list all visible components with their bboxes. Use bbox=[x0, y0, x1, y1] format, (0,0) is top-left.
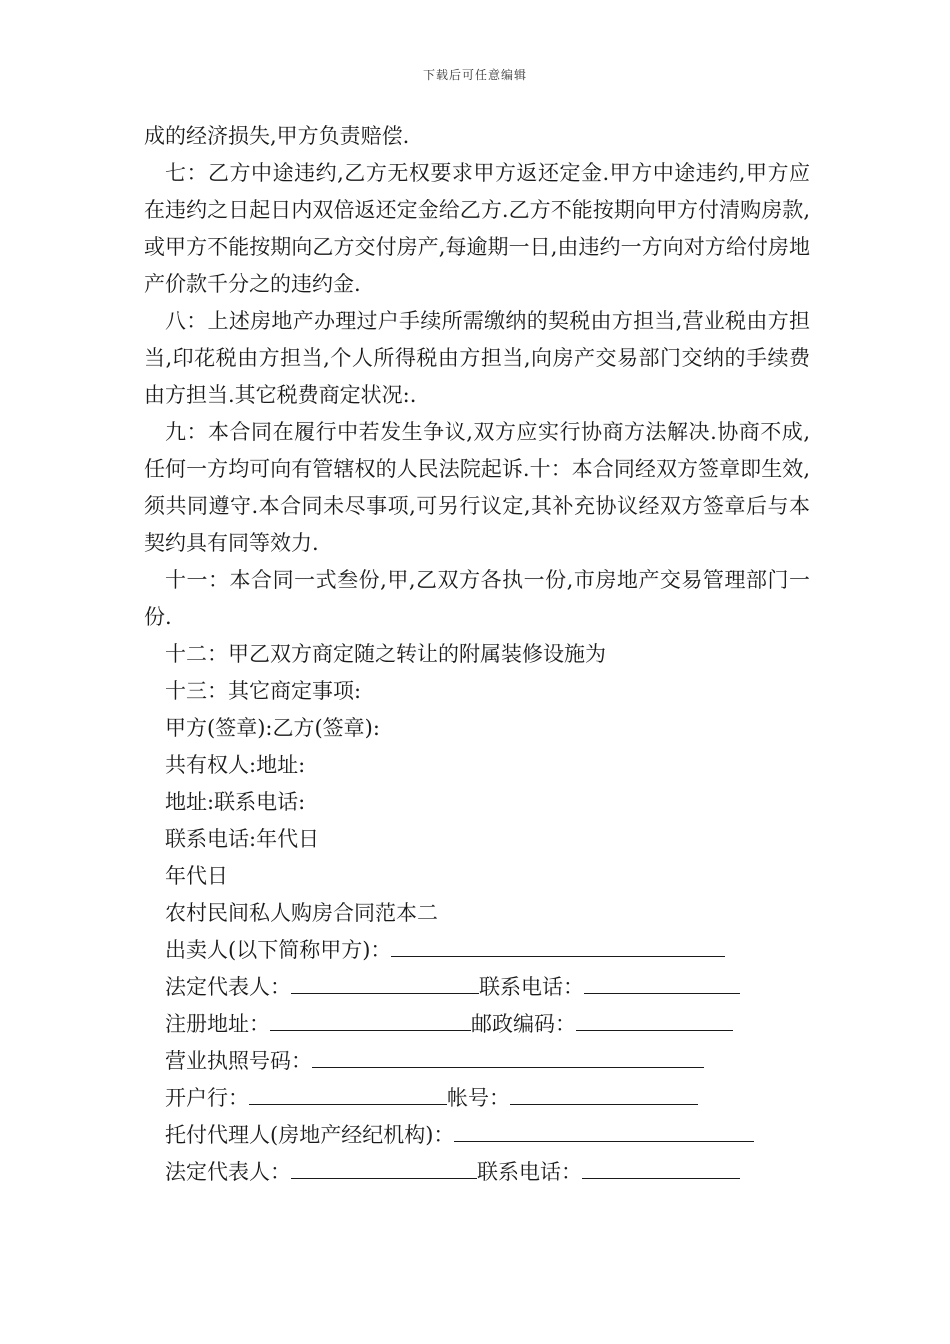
document-body bbox=[144, 118, 810, 1191]
line-clause-13: 十三：其它商定事项: bbox=[165, 679, 362, 703]
line-coowner: 共有权人:地址: bbox=[165, 753, 306, 777]
phone-2-label: 联系电话： bbox=[477, 1160, 582, 1184]
paragraph-clause-9: 九：本合同在履行中若发生争议,双方应实行协商方法解决.协商不成,任何一方均可向有管辖权的人民法院起诉.十：本合同经双方签章即生效,须共同遵守.本合同未尽事项,可另行议定,其补充协议经双方签章后与本契约具有同等效力. bbox=[144, 420, 810, 555]
seller-blank[interactable] bbox=[391, 934, 725, 957]
form-row-license bbox=[144, 1043, 810, 1080]
seller-label: 出卖人(以下简称甲方)： bbox=[165, 938, 392, 962]
reg-address-label: 注册地址： bbox=[165, 1012, 270, 1036]
postcode-label: 邮政编码： bbox=[471, 1012, 576, 1036]
line-signatures: 甲方(签章):乙方(签章): bbox=[165, 716, 380, 740]
license-label: 营业执照号码： bbox=[165, 1049, 312, 1073]
line-clause-12: 十二：甲乙双方商定随之转让的附属装修设施为 bbox=[165, 642, 606, 666]
bank-label: 开户行： bbox=[165, 1086, 249, 1110]
legal-rep-2-label: 法定代表人： bbox=[165, 1160, 291, 1184]
section-title-two: 农村民间私人购房合同范本二 bbox=[165, 901, 438, 925]
line-address: 地址:联系电话: bbox=[165, 790, 306, 814]
paragraph-continuation: 成的经济损失,甲方负责赔偿. bbox=[144, 124, 410, 148]
form-row-reg-address bbox=[144, 1006, 810, 1043]
legal-rep-blank[interactable] bbox=[291, 971, 479, 994]
license-blank[interactable] bbox=[312, 1045, 704, 1068]
page-header: 下载后可任意编辑 bbox=[422, 68, 527, 82]
bank-blank[interactable] bbox=[249, 1082, 447, 1105]
paragraph-clause-8: 八：上述房地产办理过户手续所需缴纳的契税由方担当,营业税由方担当,印花税由方担当,个人所得税由方担当,向房产交易部门交纳的手续费由方担当.其它税费商定状况:. bbox=[144, 309, 810, 407]
paragraph-clause-11: 十一：本合同一式叁份,甲,乙双方各执一份,市房地产交易管理部门一份. bbox=[144, 568, 810, 629]
reg-address-blank[interactable] bbox=[270, 1008, 471, 1031]
line-date: 年代日 bbox=[165, 864, 228, 888]
postcode-blank[interactable] bbox=[576, 1008, 733, 1031]
legal-rep-label: 法定代表人： bbox=[165, 975, 291, 999]
legal-rep-2-blank[interactable] bbox=[291, 1156, 477, 1179]
form-row-bank bbox=[144, 1080, 810, 1117]
line-phone-date: 联系电话:年代日 bbox=[165, 827, 320, 851]
agent-label: 托付代理人(房地产经纪机构)： bbox=[165, 1123, 455, 1147]
account-blank[interactable] bbox=[510, 1082, 698, 1105]
agent-blank[interactable] bbox=[454, 1119, 754, 1142]
phone-blank[interactable] bbox=[584, 971, 740, 994]
phone-2-blank[interactable] bbox=[582, 1156, 740, 1179]
phone-label: 联系电话： bbox=[479, 975, 584, 999]
paragraph-clause-7: 七：乙方中途违约,乙方无权要求甲方返还定金.甲方中途违约,甲方应在违约之日起日内双倍返还定金给乙方.乙方不能按期向甲方付清购房款,或甲方不能按期向乙方交付房产,每逾期一日,由违约一方向对方给付房地产价款千分之的违约金. bbox=[144, 161, 810, 296]
form-row-seller bbox=[144, 932, 810, 969]
form-row-agent bbox=[144, 1117, 810, 1154]
account-label: 帐号： bbox=[447, 1086, 510, 1110]
form-row-legal-rep-2 bbox=[144, 1154, 810, 1191]
form-row-legal-rep bbox=[144, 969, 810, 1006]
